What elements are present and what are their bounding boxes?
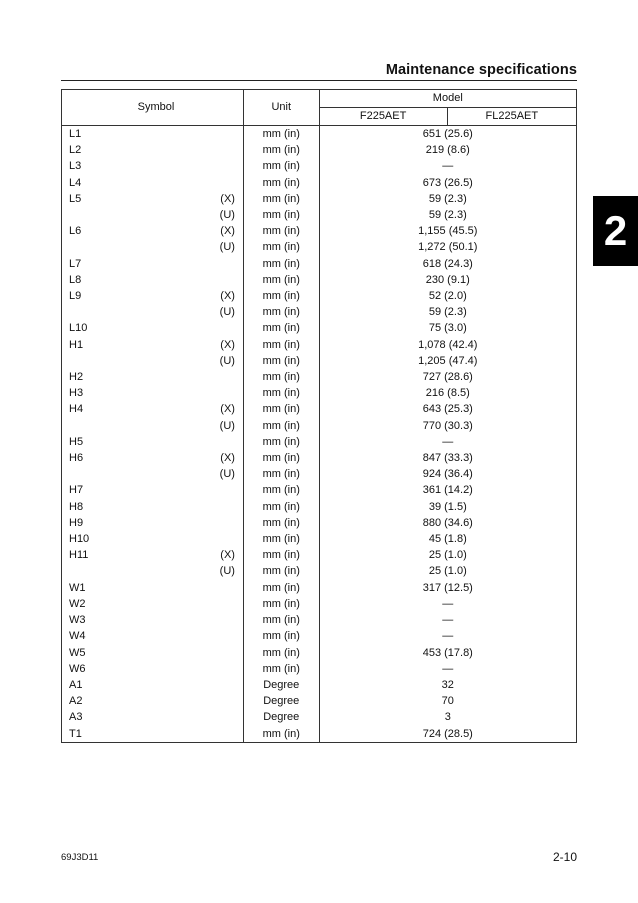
row-unit: mm (in) — [243, 126, 319, 143]
row-symbol — [62, 563, 212, 579]
row-variant: (U) — [211, 207, 243, 223]
row-variant: (X) — [211, 547, 243, 563]
row-variant: (X) — [211, 223, 243, 239]
row-value: 59 (2.3) — [319, 191, 576, 207]
row-variant — [211, 175, 243, 191]
table-row — [62, 142, 577, 158]
row-unit: mm (in) — [243, 466, 319, 482]
row-value: — — [319, 596, 576, 612]
row-value: 1,155 (45.5) — [319, 223, 576, 239]
row-symbol: A1 — [62, 677, 212, 693]
row-unit: mm (in) — [243, 353, 319, 369]
table-row — [62, 272, 577, 288]
row-symbol — [62, 304, 212, 320]
row-unit: mm (in) — [243, 515, 319, 531]
row-value: 643 (25.3) — [319, 401, 576, 417]
row-variant: (U) — [211, 418, 243, 434]
table-row — [62, 239, 577, 255]
table-row — [62, 191, 577, 207]
row-value: 651 (25.6) — [319, 126, 576, 143]
row-unit: mm (in) — [243, 450, 319, 466]
row-unit: mm (in) — [243, 223, 319, 239]
row-symbol — [62, 239, 212, 255]
row-variant — [211, 369, 243, 385]
row-unit: mm (in) — [243, 142, 319, 158]
row-unit: mm (in) — [243, 531, 319, 547]
row-value: 847 (33.3) — [319, 450, 576, 466]
row-symbol: W4 — [62, 628, 212, 644]
row-value: 25 (1.0) — [319, 563, 576, 579]
row-variant — [211, 434, 243, 450]
row-variant: (X) — [211, 401, 243, 417]
row-symbol: W5 — [62, 645, 212, 661]
row-variant — [211, 645, 243, 661]
row-unit: mm (in) — [243, 726, 319, 743]
row-variant — [211, 482, 243, 498]
row-value: 39 (1.5) — [319, 499, 576, 515]
row-value: 724 (28.5) — [319, 726, 576, 743]
table-row — [62, 288, 577, 304]
row-unit: mm (in) — [243, 175, 319, 191]
row-unit: mm (in) — [243, 482, 319, 498]
row-symbol: L1 — [62, 126, 212, 143]
row-unit: mm (in) — [243, 596, 319, 612]
row-variant — [211, 158, 243, 174]
row-symbol — [62, 466, 212, 482]
row-value: 880 (34.6) — [319, 515, 576, 531]
row-variant — [211, 320, 243, 336]
row-symbol: H9 — [62, 515, 212, 531]
row-symbol: W2 — [62, 596, 212, 612]
header-rule — [61, 80, 577, 81]
row-symbol: H1 — [62, 337, 212, 353]
row-symbol: L10 — [62, 320, 212, 336]
row-variant: (U) — [211, 563, 243, 579]
table-row — [62, 385, 577, 401]
row-unit: Degree — [243, 693, 319, 709]
row-value: 618 (24.3) — [319, 256, 576, 272]
row-unit: mm (in) — [243, 434, 319, 450]
row-symbol: L9 — [62, 288, 212, 304]
row-value: 25 (1.0) — [319, 547, 576, 563]
table-row — [62, 223, 577, 239]
row-symbol: H5 — [62, 434, 212, 450]
table-row — [62, 661, 577, 677]
table-row — [62, 126, 577, 143]
table-row — [62, 256, 577, 272]
row-variant — [211, 272, 243, 288]
row-value: — — [319, 434, 576, 450]
row-symbol: A2 — [62, 693, 212, 709]
table-row — [62, 628, 577, 644]
row-value: 727 (28.6) — [319, 369, 576, 385]
row-symbol: W6 — [62, 661, 212, 677]
row-variant: (U) — [211, 239, 243, 255]
table-row — [62, 596, 577, 612]
row-value: 1,205 (47.4) — [319, 353, 576, 369]
row-value: 1,272 (50.1) — [319, 239, 576, 255]
row-unit: mm (in) — [243, 207, 319, 223]
header-unit: Unit — [243, 90, 319, 126]
row-unit: mm (in) — [243, 304, 319, 320]
row-value: — — [319, 158, 576, 174]
row-variant — [211, 142, 243, 158]
table-row — [62, 418, 577, 434]
row-unit: mm (in) — [243, 272, 319, 288]
row-variant: (U) — [211, 304, 243, 320]
table-row — [62, 645, 577, 661]
row-value: 45 (1.8) — [319, 531, 576, 547]
table-row — [62, 450, 577, 466]
row-symbol: H2 — [62, 369, 212, 385]
row-unit: mm (in) — [243, 288, 319, 304]
page-number: 2-10 — [552, 850, 577, 864]
row-value: 75 (3.0) — [319, 320, 576, 336]
chapter-tab: 2 — [593, 196, 638, 266]
row-value: 70 — [319, 693, 576, 709]
row-variant: (U) — [211, 466, 243, 482]
row-value: 673 (26.5) — [319, 175, 576, 191]
row-variant: (X) — [211, 288, 243, 304]
table-row — [62, 547, 577, 563]
row-value: 317 (12.5) — [319, 580, 576, 596]
row-unit: mm (in) — [243, 385, 319, 401]
row-unit: mm (in) — [243, 661, 319, 677]
row-variant — [211, 499, 243, 515]
row-unit: mm (in) — [243, 369, 319, 385]
table-row — [62, 612, 577, 628]
row-value: — — [319, 612, 576, 628]
row-variant — [211, 661, 243, 677]
row-variant — [211, 596, 243, 612]
row-symbol: H3 — [62, 385, 212, 401]
row-value: — — [319, 661, 576, 677]
table-row — [62, 158, 577, 174]
row-value: 59 (2.3) — [319, 304, 576, 320]
row-unit: mm (in) — [243, 628, 319, 644]
row-variant — [211, 580, 243, 596]
row-symbol: H7 — [62, 482, 212, 498]
row-variant — [211, 677, 243, 693]
row-unit: mm (in) — [243, 547, 319, 563]
row-symbol: W3 — [62, 612, 212, 628]
header-symbol: Symbol — [62, 90, 244, 126]
row-symbol: T1 — [62, 726, 212, 743]
table-row — [62, 531, 577, 547]
table-row — [62, 563, 577, 579]
row-variant — [211, 515, 243, 531]
table-row — [62, 337, 577, 353]
row-unit: mm (in) — [243, 580, 319, 596]
table-row — [62, 207, 577, 223]
table-body — [62, 126, 577, 743]
row-symbol: L4 — [62, 175, 212, 191]
row-unit: mm (in) — [243, 320, 319, 336]
row-value: 219 (8.6) — [319, 142, 576, 158]
row-variant — [211, 693, 243, 709]
row-symbol — [62, 418, 212, 434]
header-model-f225aet: F225AET — [319, 108, 447, 126]
table-row — [62, 677, 577, 693]
row-unit: mm (in) — [243, 499, 319, 515]
row-unit: mm (in) — [243, 612, 319, 628]
table-row — [62, 515, 577, 531]
row-value: 59 (2.3) — [319, 207, 576, 223]
row-symbol — [62, 353, 212, 369]
table-row — [62, 482, 577, 498]
row-unit: Degree — [243, 709, 319, 725]
table-row — [62, 499, 577, 515]
table-row — [62, 709, 577, 725]
row-value: 3 — [319, 709, 576, 725]
row-symbol: L3 — [62, 158, 212, 174]
row-unit: mm (in) — [243, 401, 319, 417]
row-value: — — [319, 628, 576, 644]
row-value: 924 (36.4) — [319, 466, 576, 482]
table-row — [62, 434, 577, 450]
table-row — [62, 726, 577, 743]
row-variant — [211, 256, 243, 272]
row-unit: mm (in) — [243, 337, 319, 353]
row-symbol: L6 — [62, 223, 212, 239]
row-variant — [211, 385, 243, 401]
row-unit: mm (in) — [243, 418, 319, 434]
row-unit: mm (in) — [243, 563, 319, 579]
row-variant: (X) — [211, 337, 243, 353]
table-row — [62, 693, 577, 709]
row-unit: mm (in) — [243, 256, 319, 272]
table-row — [62, 401, 577, 417]
table-row — [62, 320, 577, 336]
row-value: 770 (30.3) — [319, 418, 576, 434]
table-row — [62, 580, 577, 596]
row-unit: mm (in) — [243, 158, 319, 174]
row-value: 52 (2.0) — [319, 288, 576, 304]
specifications-table — [61, 89, 577, 743]
row-symbol: H10 — [62, 531, 212, 547]
row-variant — [211, 612, 243, 628]
row-variant — [211, 726, 243, 743]
header-model-fl225aet: FL225AET — [447, 108, 576, 126]
row-variant — [211, 126, 243, 143]
row-symbol: A3 — [62, 709, 212, 725]
row-variant — [211, 628, 243, 644]
row-unit: mm (in) — [243, 191, 319, 207]
row-symbol: H6 — [62, 450, 212, 466]
table-row — [62, 369, 577, 385]
table-row — [62, 466, 577, 482]
row-symbol: H11 — [62, 547, 212, 563]
page-title: Maintenance specifications — [385, 62, 577, 78]
row-symbol: H8 — [62, 499, 212, 515]
row-symbol: L5 — [62, 191, 212, 207]
row-value: 1,078 (42.4) — [319, 337, 576, 353]
row-value: 230 (9.1) — [319, 272, 576, 288]
row-variant — [211, 709, 243, 725]
table-row — [62, 304, 577, 320]
row-variant: (U) — [211, 353, 243, 369]
row-unit: mm (in) — [243, 239, 319, 255]
row-unit: Degree — [243, 677, 319, 693]
row-value: 32 — [319, 677, 576, 693]
row-variant: (X) — [211, 191, 243, 207]
row-symbol: L8 — [62, 272, 212, 288]
row-variant: (X) — [211, 450, 243, 466]
row-unit: mm (in) — [243, 645, 319, 661]
row-value: 453 (17.8) — [319, 645, 576, 661]
row-symbol: H4 — [62, 401, 212, 417]
row-variant — [211, 531, 243, 547]
row-value: 361 (14.2) — [319, 482, 576, 498]
row-value: 216 (8.5) — [319, 385, 576, 401]
row-symbol: L2 — [62, 142, 212, 158]
row-symbol — [62, 207, 212, 223]
document-code: 69J3D11 — [61, 852, 99, 863]
table-row — [62, 353, 577, 369]
table-row — [62, 175, 577, 191]
row-symbol: W1 — [62, 580, 212, 596]
header-model: Model — [319, 90, 576, 108]
row-symbol: L7 — [62, 256, 212, 272]
